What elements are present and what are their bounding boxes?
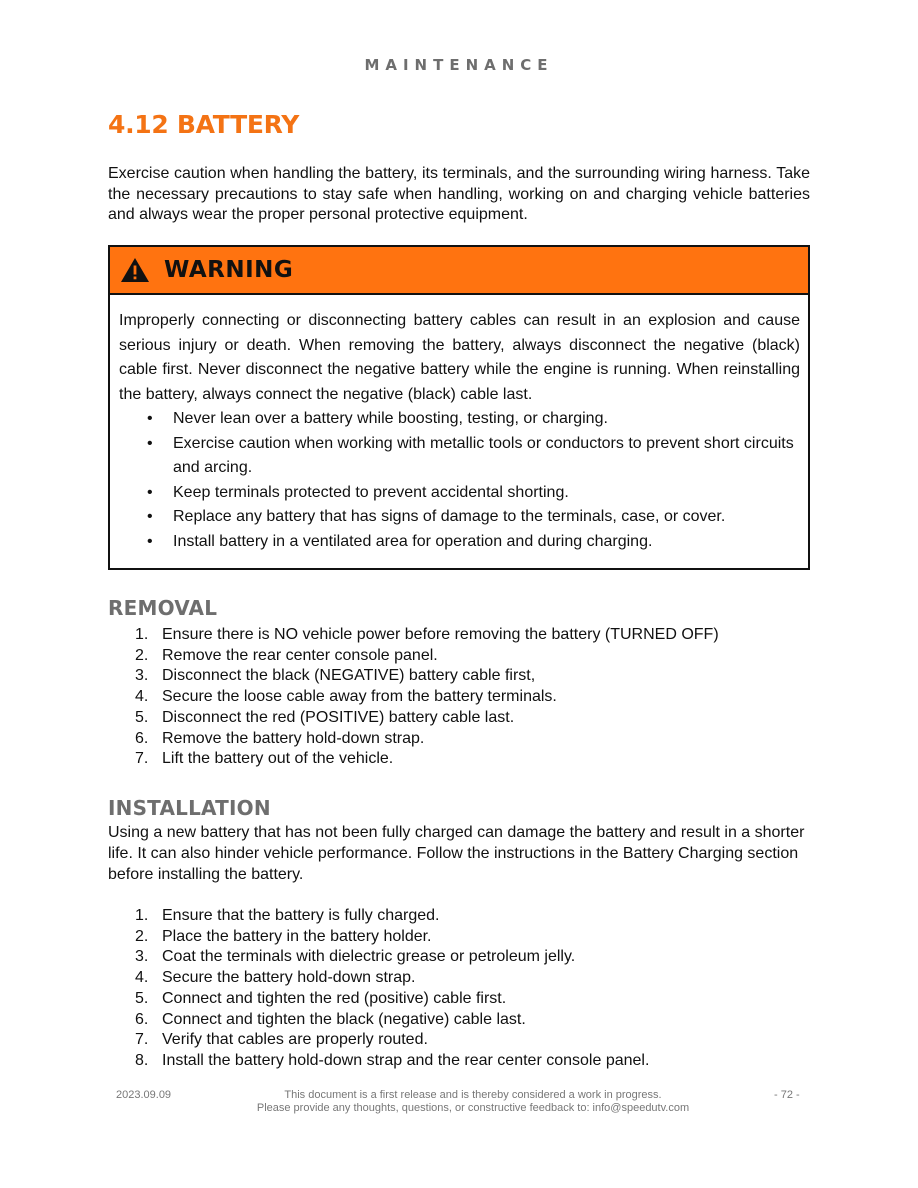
warning-body — [110, 295, 808, 554]
warning-bullet: • Install battery in a ventilated area for operation and during charging. — [119, 530, 800, 555]
warning-bullet-list — [119, 407, 800, 554]
removal-step: 2. Remove the rear center console panel. — [135, 646, 438, 664]
installation-steps — [108, 906, 649, 1072]
bullet-icon: • — [147, 508, 153, 525]
installation-step: 6. Connect and tighten the black (negative) cable last. — [135, 1010, 526, 1028]
footer-date: 2023.09.09 — [116, 1089, 172, 1101]
installation-step: 3. Coat the terminals with dielectric grease or petroleum jelly. — [135, 948, 576, 966]
warning-bullet: • Never lean over a battery while boosting, testing, or charging. — [119, 407, 800, 432]
installation-step: 8. Install the battery hold-down strap and the rear center console panel. — [135, 1051, 650, 1069]
footer-line-1: This document is a first release and is thereby considered a work in progress. — [284, 1089, 662, 1101]
warning-box — [108, 245, 810, 570]
footer-notice — [200, 1089, 746, 1115]
section-header: MAINTENANCE — [364, 56, 554, 74]
footer-line-2: Please provide any thoughts, questions, or constructive feedback to: info@speedutv.com — [256, 1102, 690, 1114]
installation-step: 7. Verify that cables are properly routed. — [135, 1031, 428, 1049]
bullet-icon: • — [147, 434, 153, 452]
warning-label: WARNING — [164, 257, 294, 283]
warning-triangle-icon — [120, 257, 150, 283]
page-number: - 72 - — [774, 1089, 800, 1101]
warning-bullet: • Exercise caution when working with metallic tools or conductors to prevent short circuits and arcing. — [119, 432, 800, 481]
warning-bullet: • Replace any battery that has signs of damage to the terminals, case, or cover. — [119, 505, 800, 530]
removal-step: 6. Remove the battery hold-down strap. — [135, 729, 425, 747]
removal-step: 7. Lift the battery out of the vehicle. — [135, 750, 394, 768]
removal-step: 5. Disconnect the red (POSITIVE) battery cable last. — [135, 708, 515, 726]
warning-text: Improperly connecting or disconnecting battery cables can result in an explosion and cause serious injury or death. When removing the battery, always disconnect the negative (black) cable first. Never disconnect the negative battery while the engine is running. When reinstalling the battery, always connect the negative (black) cable last. — [119, 312, 800, 403]
warning-header — [110, 247, 808, 295]
removal-heading: REMOVAL — [108, 596, 218, 620]
removal-step: 3. Disconnect the black (NEGATIVE) battery cable first, — [135, 667, 536, 685]
page-title: 4.12 BATTERY — [108, 110, 299, 139]
installation-step: 5. Connect and tighten the red (positive) cable first. — [135, 989, 507, 1007]
removal-steps — [108, 625, 719, 770]
bullet-icon: • — [147, 483, 153, 501]
bullet-icon: • — [147, 410, 153, 427]
installation-step: 1. Ensure that the battery is fully charged. — [135, 907, 440, 924]
removal-step: 1. Ensure there is NO vehicle power before removing the battery (TURNED OFF) — [135, 626, 719, 643]
installation-step: 2. Place the battery in the battery holder. — [135, 927, 432, 945]
installation-heading: INSTALLATION — [108, 796, 271, 820]
installation-intro: Using a new battery that has not been fully charged can damage the battery and result in a shorter life. It can also hinder vehicle performance. Follow the instructions in the Battery Charging section before installing the battery. — [108, 824, 805, 883]
installation-step: 4. Secure the battery hold-down strap. — [135, 969, 416, 987]
bullet-icon: • — [147, 532, 153, 550]
intro-paragraph: Exercise caution when handling the battery, its terminals, and the surrounding wiring harness. Take the necessary precautions to stay safe when handling, working on and charging vehicle batteries and always wear the proper personal protective equipment. — [108, 165, 810, 223]
removal-step: 4. Secure the loose cable away from the battery terminals. — [135, 688, 557, 706]
warning-bullet: • Keep terminals protected to prevent accidental shorting. — [119, 481, 800, 506]
